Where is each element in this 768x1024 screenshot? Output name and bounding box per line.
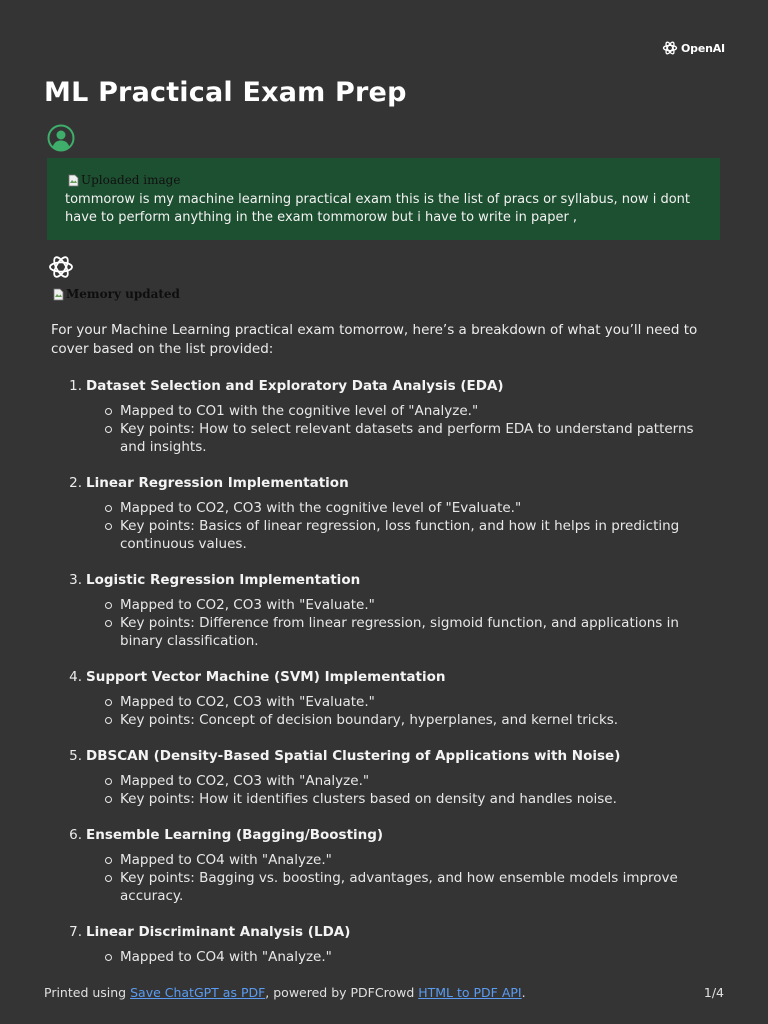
hollow-bullet-icon [105, 778, 112, 785]
memory-label: Memory updated [66, 287, 180, 301]
topic-point-text: Mapped to CO2, CO3 with the cognitive level of "Evaluate." [120, 500, 522, 516]
topic-number: 6. [69, 827, 82, 843]
topic-points [86, 772, 721, 808]
topic-points [86, 851, 721, 905]
topic-item [51, 826, 721, 905]
topic-point-text: Key points: How it identifies clusters based on density and handles noise. [120, 791, 617, 807]
hollow-bullet-icon [105, 602, 112, 609]
hollow-bullet-icon [105, 699, 112, 706]
topic-point [86, 402, 721, 420]
hollow-bullet-icon [105, 717, 112, 724]
topic-point [86, 693, 721, 711]
topic-point [86, 517, 721, 553]
topic-title: Logistic Regression Implementation [86, 572, 361, 588]
topic-number: 4. [69, 669, 82, 685]
footer-prefix: Printed using [44, 985, 131, 1000]
hollow-bullet-icon [105, 426, 112, 433]
uploaded-image[interactable] [68, 172, 702, 188]
broken-image-icon [68, 174, 79, 187]
topic-point-text: Key points: Concept of decision boundary, hyperplanes, and kernel tricks. [120, 712, 619, 728]
openai-logo [662, 40, 725, 56]
topic-point [86, 772, 721, 790]
page-title: ML Practical Exam Prep [44, 77, 407, 108]
topic-item [51, 474, 721, 553]
hollow-bullet-icon [105, 408, 112, 415]
topic-number: 2. [69, 475, 82, 491]
hollow-bullet-icon [105, 796, 112, 803]
topic-item [51, 668, 721, 729]
topic-title: DBSCAN (Density-Based Spatial Clustering of Applications with Noise) [86, 748, 621, 764]
topic-point [86, 790, 721, 808]
topic-point [86, 851, 721, 869]
topic-point-text: Mapped to CO4 with "Analyze." [120, 949, 332, 965]
topic-points [86, 693, 721, 729]
hollow-bullet-icon [105, 505, 112, 512]
topic-number: 1. [69, 378, 82, 394]
topic-point-text: Key points: How to select relevant datasets and perform EDA to understand patterns and insights. [120, 421, 694, 455]
topic-point-text: Key points: Difference from linear regression, sigmoid function, and applications in binary classification. [120, 615, 679, 649]
html-to-pdf-link[interactable]: HTML to PDF API [418, 985, 522, 1000]
topic-point-text: Key points: Bagging vs. boosting, advantages, and how ensemble models improve accuracy. [120, 870, 678, 904]
openai-logo-icon [662, 40, 678, 56]
topic-points [86, 499, 721, 553]
topic-points [86, 596, 721, 650]
print-footer [44, 985, 526, 1000]
topic-title: Linear Regression Implementation [86, 475, 349, 491]
hollow-bullet-icon [105, 875, 112, 882]
memory-icon [53, 288, 65, 301]
topic-point-text: Mapped to CO2, CO3 with "Evaluate." [120, 597, 375, 613]
topic-point [86, 948, 721, 966]
hollow-bullet-icon [105, 523, 112, 530]
topic-point [86, 869, 721, 905]
user-avatar-icon [47, 124, 75, 152]
topic-item [51, 571, 721, 650]
topic-title: Dataset Selection and Exploratory Data Analysis (EDA) [86, 378, 504, 394]
topic-list [51, 377, 721, 984]
topic-point [86, 420, 721, 456]
topic-point-text: Mapped to CO1 with the cognitive level of "Analyze." [120, 403, 479, 419]
hollow-bullet-icon [105, 857, 112, 864]
user-message [47, 158, 720, 240]
topic-number: 7. [69, 924, 82, 940]
topic-title: Ensemble Learning (Bagging/Boosting) [86, 827, 384, 843]
footer-suffix: . [521, 985, 526, 1000]
topic-point [86, 596, 721, 614]
topic-points [86, 948, 721, 966]
topic-item [51, 923, 721, 966]
assistant-intro: For your Machine Learning practical exam tomorrow, here’s a breakdown of what you’ll need to cover based on the list provided: [51, 322, 698, 357]
topic-point [86, 614, 721, 650]
topic-point [86, 711, 721, 729]
save-chatgpt-link[interactable]: Save ChatGPT as PDF [130, 985, 266, 1000]
topic-number: 5. [69, 748, 82, 764]
topic-point [86, 499, 721, 517]
topic-title: Support Vector Machine (SVM) Implementation [86, 669, 446, 685]
user-message-text: tommorow is my machine learning practical exam this is the list of pracs or syllabus, now i dont have to perform anything in the exam tommorow but i have to write in paper , [65, 192, 690, 225]
topic-point-text: Mapped to CO2, CO3 with "Analyze." [120, 773, 370, 789]
hollow-bullet-icon [105, 954, 112, 961]
uploaded-image-alt: Uploaded image [81, 173, 181, 187]
topic-point-text: Mapped to CO2, CO3 with "Evaluate." [120, 694, 375, 710]
topic-item [51, 377, 721, 456]
topic-item [51, 747, 721, 808]
chatgpt-avatar-icon [47, 253, 75, 281]
topic-number: 3. [69, 572, 82, 588]
hollow-bullet-icon [105, 620, 112, 627]
memory-updated-notice [53, 287, 180, 301]
topic-point-text: Mapped to CO4 with "Analyze." [120, 852, 332, 868]
brand-name: OpenAI [681, 41, 725, 55]
topic-point-text: Key points: Basics of linear regression, loss function, and how it helps in predicting continuous values. [120, 518, 680, 552]
page-number: 1/4 [703, 985, 724, 1000]
footer-middle: , powered by PDFCrowd [265, 985, 419, 1000]
topic-title: Linear Discriminant Analysis (LDA) [86, 924, 351, 940]
topic-points [86, 402, 721, 456]
